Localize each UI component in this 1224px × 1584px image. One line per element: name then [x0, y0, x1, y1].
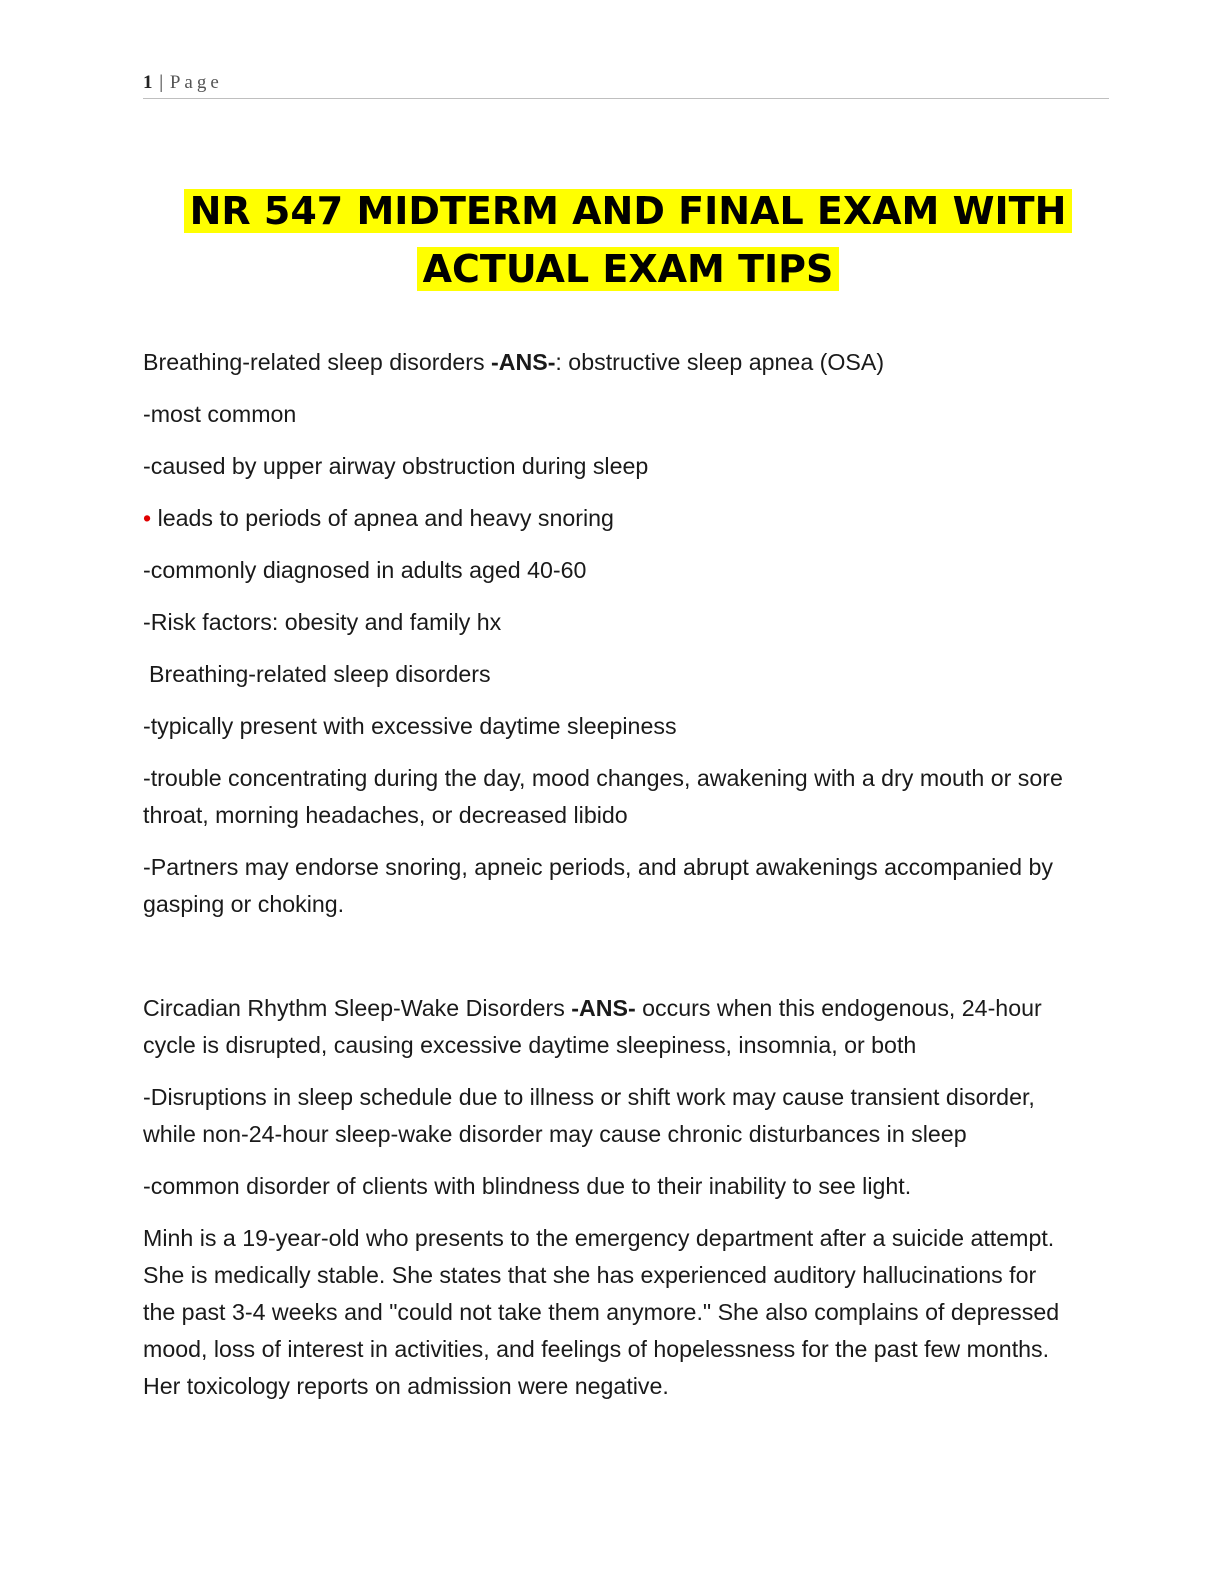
answer-line: -commonly diagnosed in adults aged 40-60: [143, 557, 587, 583]
answer-line: -Disruptions in sleep schedule due to illness or shift work may cause transient disorder, while non-24-hour sleep-wake disorder may cause chronic disturbances in sleep: [143, 1084, 1035, 1147]
bullet-line: [143, 500, 1073, 537]
question-term: Breathing-related sleep disorders: [143, 349, 492, 375]
answer-line: -most common: [143, 401, 297, 427]
bullet-text: leads to periods of apnea and heavy snoring: [151, 505, 614, 531]
answer-line: -typically present with excessive daytime sleepiness: [143, 713, 677, 739]
answer-line: Breathing-related sleep disorders: [149, 661, 491, 687]
answer-line: -common disorder of clients with blindness due to their inability to see light.: [143, 1173, 912, 1199]
answer-line: -Partners may endorse snoring, apneic periods, and abrupt awakenings accompanied by gasping or choking.: [143, 854, 1053, 917]
title-line-2: ACTUAL EXAM TIPS: [417, 247, 840, 291]
document-body: [143, 344, 1073, 1420]
ans-marker: -ANS-: [491, 349, 556, 375]
page-label: Page: [169, 72, 223, 93]
page-separator: |: [159, 72, 164, 93]
question-breathing: [143, 344, 1073, 381]
page-header: [143, 72, 1109, 99]
question-circadian: [143, 990, 1073, 1064]
question-case-minh: Minh is a 19-year-old who presents to the emergency department after a suicide attempt. She is medically stable. She states that she has experienced auditory hallucinations for the past 3-4 weeks and "could not take them anymore." She also complains of depressed mood, loss of interest in activities, and feelings of hopelessness for the past few months. Her toxicology reports on admission were negative.: [143, 1225, 1060, 1399]
question-term: Circadian Rhythm Sleep-Wake Disorders: [143, 995, 572, 1021]
ans-marker: -ANS-: [571, 995, 636, 1021]
title-line-1: NR 547 MIDTERM AND FINAL EXAM WITH: [184, 189, 1073, 233]
answer-line: -trouble concentrating during the day, mood changes, awakening with a dry mouth or sore throat, morning headaches, or decreased libido: [143, 765, 1063, 828]
document-title: [140, 182, 1116, 298]
section-gap: [143, 938, 1073, 990]
page-number: 1: [143, 72, 153, 93]
answer-text: : obstructive sleep apnea (OSA): [555, 349, 885, 375]
bullet-icon: •: [143, 505, 152, 531]
answer-text: occurs when this endogenous, 24-hour cycle is disrupted, causing excessive daytime sleepiness, insomnia, or both: [143, 995, 1042, 1058]
answer-line: -Risk factors: obesity and family hx: [143, 609, 502, 635]
answer-line: -caused by upper airway obstruction during sleep: [143, 453, 649, 479]
